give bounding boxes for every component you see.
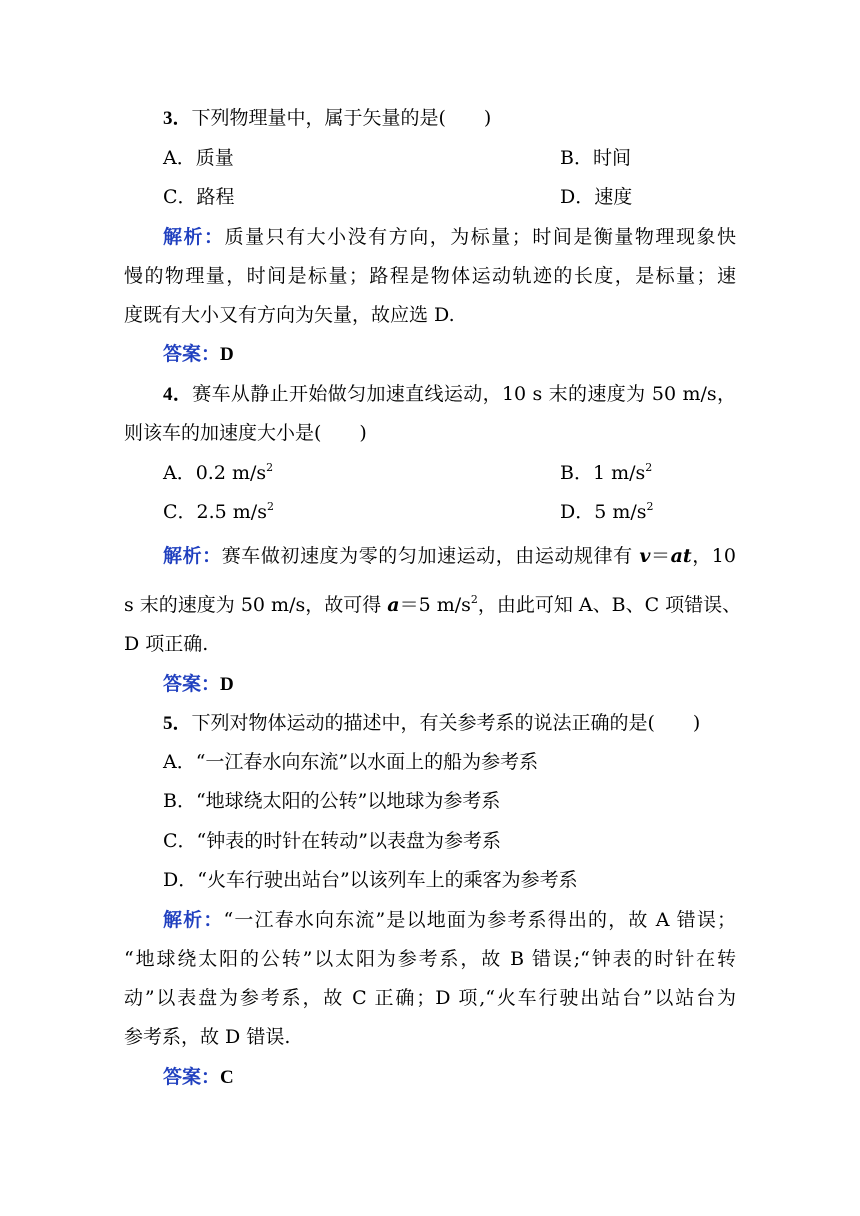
q3-analysis-label: 解析： xyxy=(163,226,225,248)
q3-number: 3 xyxy=(163,108,173,129)
q5-option-d: D．“火车行驶出站台”以该列车上的乘客为参考系 xyxy=(163,869,578,891)
q3-option-b: B．时间 xyxy=(560,147,631,169)
q3-analysis-line1: 解析：质量只有大小没有方向，为标量；时间是衡量物理现象快 xyxy=(163,226,736,248)
q3-analysis-line3: 度既有大小又有方向为矢量，故应选 D. xyxy=(124,304,455,326)
q4-option-d: D．5 $m/s^2$ xyxy=(560,499,654,523)
q5-stem-text: 下列对物体运动的描述中，有关参考系的说法正确的是( ) xyxy=(191,712,701,734)
q3-stem: 3．下列物理量中，属于矢量的是( ) xyxy=(163,107,492,129)
q5-analysis-line4: 参考系，故 D 错误. xyxy=(124,1026,291,1048)
q5-option-a: A．“一江春水向东流”以水面上的船为参考系 xyxy=(163,751,539,773)
q3-options-row1 xyxy=(163,145,736,171)
q4-answer-label: 答案： xyxy=(163,673,221,695)
q3-option-c: C．路程 xyxy=(163,186,235,208)
q5-number: 5 xyxy=(163,713,173,734)
q5-analysis-line1: 解析：“一江春水向东流”是以地面为参考系得出的，故 A 错误； xyxy=(163,909,736,931)
q3-options-row2 xyxy=(163,184,736,210)
q4-options-row2 xyxy=(163,499,736,525)
q4-stem-line1: 4．赛车从静止开始做匀加速直线运动，10 s 末的速度为 50 m/s， xyxy=(163,383,736,405)
q5-option-b: B．“地球绕太阳的公转”以地球为参考系 xyxy=(163,790,501,812)
q5-answer xyxy=(163,1064,736,1091)
q3-option-d: D．速度 xyxy=(560,186,633,208)
q4-option-c: C．2.5 $m/s^2$ xyxy=(163,499,274,523)
q4-option-b: B．1 $m/s^2$ xyxy=(560,460,653,484)
q4-stem-line2: 则该车的加速度大小是( ) xyxy=(124,422,367,444)
q5-answer-value: C xyxy=(220,1067,234,1088)
q5-analysis-label: 解析： xyxy=(163,909,224,931)
q4-option-a: A．0.2 $m/s^2$ xyxy=(163,460,274,484)
q3-option-a: A．质量 xyxy=(163,147,234,169)
q3-stem-text: 下列物理量中，属于矢量的是( ) xyxy=(191,107,492,129)
q4-analysis-line3: D 项正确. xyxy=(124,633,209,655)
q5-analysis-line2: “地球绕太阳的公转”以太阳为参考系，故 B 错误;“钟表的时针在转 xyxy=(124,948,736,970)
q5-answer-label: 答案： xyxy=(163,1066,221,1088)
q3-analysis-line2: 慢的物理量，时间是标量；路程是物体运动轨迹的长度，是标量；速 xyxy=(124,265,736,287)
q5-analysis-line3: 动”以表盘为参考系，故 C 正确；D 项,“火车行驶出站台”以站台为 xyxy=(124,987,736,1009)
q3-answer-value: D xyxy=(220,344,234,365)
q5-stem: 5．下列对物体运动的描述中，有关参考系的说法正确的是( ) xyxy=(163,712,701,734)
q4-analysis-line2: s 末的速度为 50 m/s，故可得 a＝5 $m/s^2$，由此可知 A、B、C 项错误、 xyxy=(124,592,742,616)
q4-options-row1 xyxy=(163,460,736,486)
q3-answer-label: 答案： xyxy=(163,343,221,365)
q5-option-c: C．“钟表的时针在转动”以表盘为参考系 xyxy=(163,830,501,852)
q4-answer xyxy=(163,671,736,698)
q3-answer xyxy=(163,341,736,368)
q4-analysis-line1: 解析：赛车做初速度为零的匀加速运动，由运动规律有 v＝at，10 xyxy=(163,545,736,567)
q4-answer-value: D xyxy=(220,674,234,695)
q4-number: 4 xyxy=(163,384,173,405)
q4-analysis-label: 解析： xyxy=(163,545,222,567)
